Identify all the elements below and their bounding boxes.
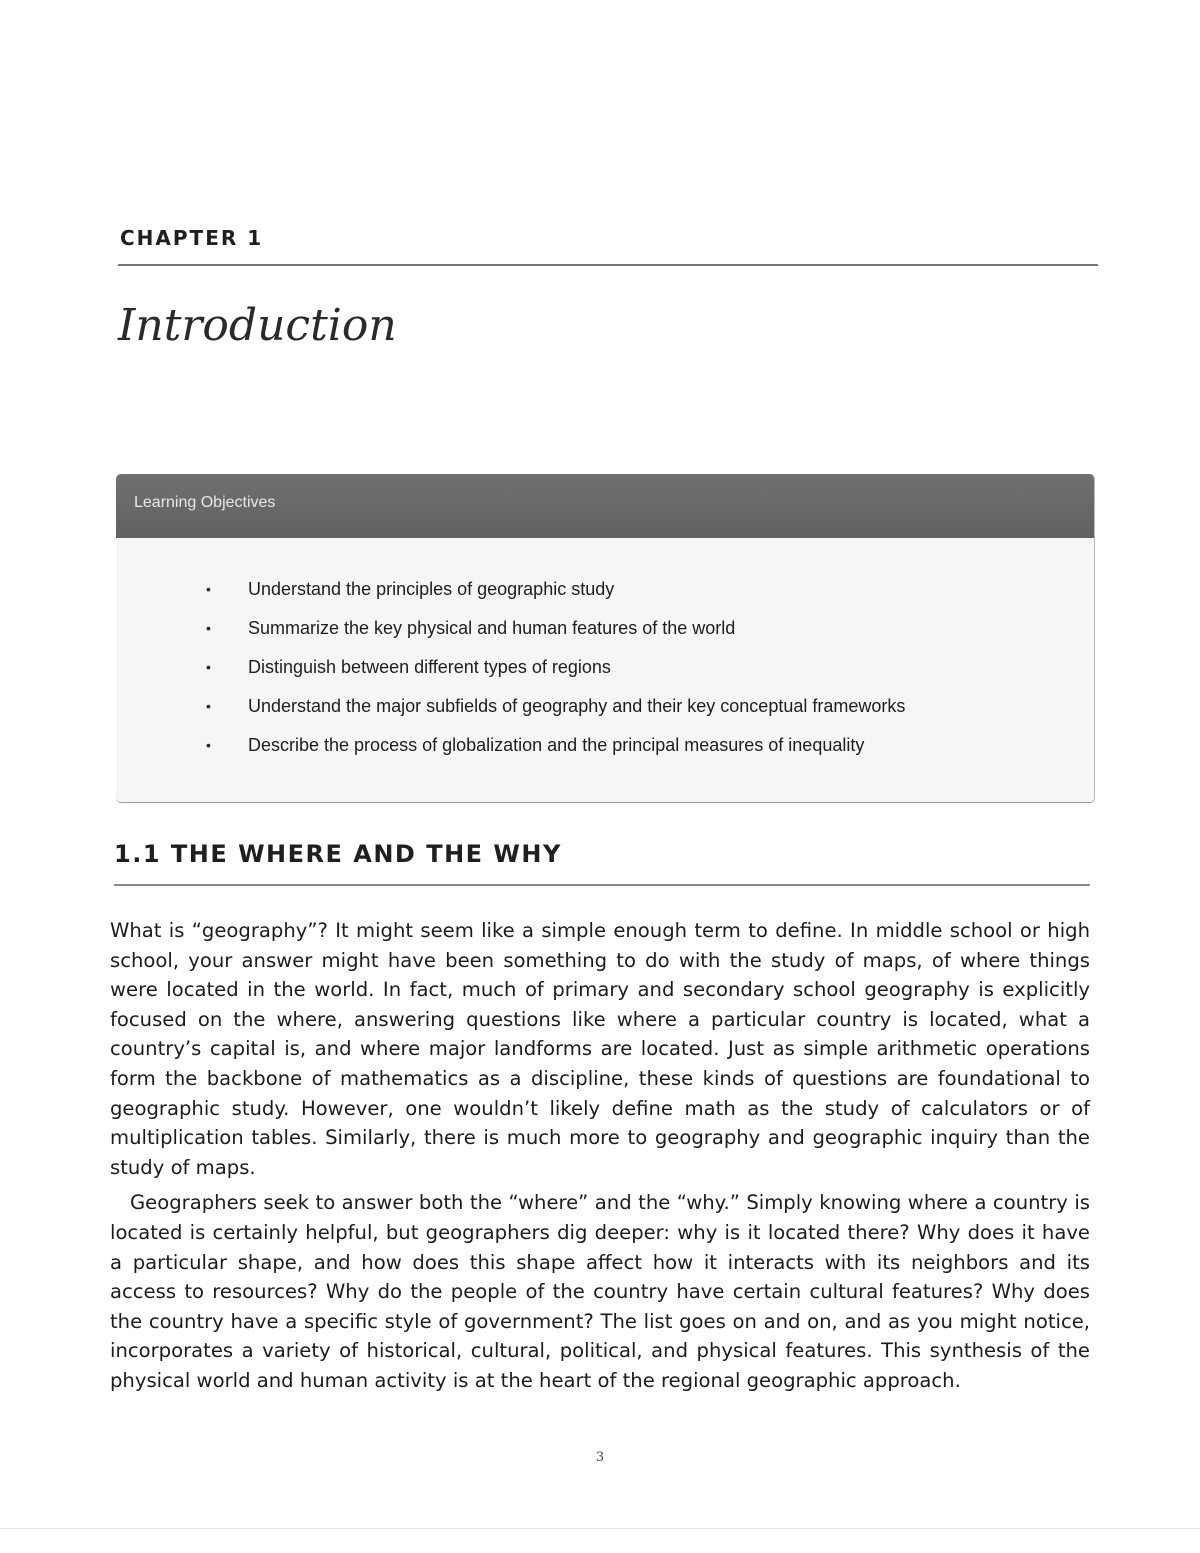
scan-edge-line <box>0 1528 1200 1529</box>
section-heading: 1.1 THE WHERE AND THE WHY <box>114 840 562 868</box>
chapter-label: CHAPTER 1 <box>120 226 264 250</box>
learning-objectives-header: Learning Objectives <box>116 474 1094 538</box>
learning-objective-item <box>116 648 1094 687</box>
bullet-icon: • <box>206 698 211 714</box>
learning-objective-text: Summarize the key physical and human features of the world <box>248 618 736 638</box>
learning-objectives-box <box>116 474 1095 803</box>
learning-objective-text: Understand the major subfields of geography and their key conceptual frameworks <box>248 696 906 716</box>
chapter-divider <box>118 264 1098 266</box>
bullet-icon: • <box>206 659 211 675</box>
learning-objectives-list <box>116 538 1094 765</box>
learning-objective-item <box>116 687 1094 726</box>
learning-objective-text: Describe the process of globalization and the principal measures of inequality <box>248 735 865 755</box>
learning-objective-text: Understand the principles of geographic study <box>248 579 615 599</box>
body-paragraph: What is “geography”? It might seem like a simple enough term to define. In middle school or high school, your answer might have been something to do with the study of maps, of where things were located in the world. In fact, much of primary and secondary school geography is explicitly focused on the where, answering questions like where a particular country is located, what a country’s capital is, and where major landforms are located. Just as simple arithmetic operations form the backbone of mathematics as a discipline, these kinds of questions are foundational to geographic study. However, one wouldn’t likely define math as the study of calculators or of multiplication tables. Similarly, there is much more to geography and geographic inquiry than the study of maps. <box>110 919 1090 1179</box>
learning-objective-item <box>116 570 1094 609</box>
chapter-title: Introduction <box>118 300 397 351</box>
section-body <box>110 916 1090 1396</box>
bullet-icon: • <box>206 737 211 753</box>
body-paragraph: Geographers seek to answer both the “where” and the “why.” Simply knowing where a country is located is certainly helpful, but geographers dig deeper: why is it located there? Why does it have a particular shape, and how does this shape affect how it interacts with its neighbors and its access to resources? Why do the people of the country have certain cultural features? Why does the country have a specific style of government? The list goes on and on, and as you might notice, incorporates a variety of historical, cultural, political, and physical features. This synthesis of the physical world and human activity is at the heart of the regional geographic approach. <box>110 1191 1090 1392</box>
learning-objective-item <box>116 609 1094 648</box>
learning-objective-item <box>116 726 1094 765</box>
bullet-icon: • <box>206 620 211 636</box>
bullet-icon: • <box>206 581 211 597</box>
section-divider <box>114 884 1090 886</box>
page-number: 3 <box>595 1450 605 1465</box>
learning-objective-text: Distinguish between different types of regions <box>248 657 611 677</box>
